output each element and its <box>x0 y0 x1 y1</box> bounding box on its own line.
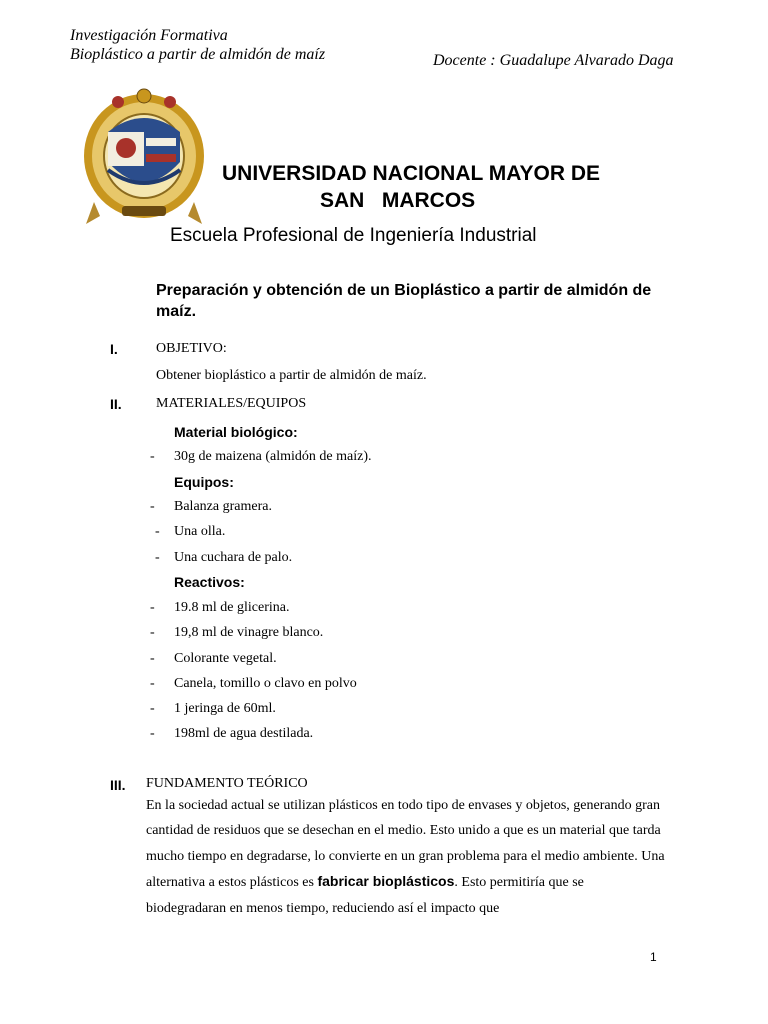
university-name <box>222 160 662 214</box>
section-1-number: I. <box>110 341 118 357</box>
theory-text-bold: fabricar bioplásticos <box>317 873 455 890</box>
reagents-label: Reactivos: <box>174 574 245 590</box>
theory-paragraph <box>146 793 666 921</box>
list-dash: - <box>150 726 155 741</box>
header-course-line1: Investigación Formativa <box>70 27 228 44</box>
list-dash: - <box>150 625 155 640</box>
list-item: 30g de maizena (almidón de maíz). <box>174 449 372 464</box>
header-course-line2: Bioplástico a partir de almidón de maíz <box>70 46 326 63</box>
header-teacher: Docente : Guadalupe Alvarado Daga <box>433 52 674 69</box>
list-dash: - <box>155 550 160 565</box>
list-item: Balanza gramera. <box>174 499 272 514</box>
university-name-line2: SAN MARCOS <box>320 189 476 212</box>
list-item: 198ml de agua destilada. <box>174 726 314 741</box>
theory-text-part1: En la sociedad actual se utilizan plásticos en todo tipo de envases y objetos, generando gran cantidad de residuos que se desechan en el medio. Esto unido a que es un material que tarda mucho tiempo en degradarse, lo convierte en un gran problema para el medio ambiente. Una alternativa a estos plásticos es <box>146 798 665 891</box>
university-seal-icon <box>78 84 210 226</box>
section-2-number: II. <box>110 396 122 412</box>
bio-material-label: Material biológico: <box>174 424 298 440</box>
list-dash: - <box>150 600 155 615</box>
equipment-label: Equipos: <box>174 474 234 490</box>
list-item: 19.8 ml de glicerina. <box>174 600 290 615</box>
list-dash: - <box>150 499 155 514</box>
section-3-title: FUNDAMENTO TEÓRICO <box>146 776 308 791</box>
university-name-line1: UNIVERSIDAD NACIONAL MAYOR DE <box>222 162 601 185</box>
section-3-number: III. <box>110 777 126 793</box>
list-item: Colorante vegetal. <box>174 651 277 666</box>
list-dash: - <box>150 449 155 464</box>
list-item: Una olla. <box>174 524 226 539</box>
list-item: 1 jeringa de 60ml. <box>174 701 276 716</box>
theory-text-part2: . Esto permitiría que se biodegradaran en menos tiempo, reduciendo así el impacto que <box>146 875 584 916</box>
list-dash: - <box>150 701 155 716</box>
list-item: Canela, tomillo o clavo en polvo <box>174 676 357 691</box>
header-course <box>70 26 340 64</box>
list-item: 19,8 ml de vinagre blanco. <box>174 625 324 640</box>
list-dash: - <box>155 524 160 539</box>
objective-text: Obtener bioplástico a partir de almidón de maíz. <box>156 368 427 383</box>
list-dash: - <box>150 651 155 666</box>
section-2-title: MATERIALES/EQUIPOS <box>156 396 307 411</box>
page-number: 1 <box>650 950 657 964</box>
list-dash: - <box>150 676 155 691</box>
list-item: Una cuchara de palo. <box>174 550 293 565</box>
school-name: Escuela Profesional de Ingeniería Industrial <box>170 225 537 246</box>
section-1-title: OBJETIVO: <box>156 341 227 356</box>
document-title: Preparación y obtención de un Bioplástico a partir de almidón de maíz. <box>156 282 652 320</box>
